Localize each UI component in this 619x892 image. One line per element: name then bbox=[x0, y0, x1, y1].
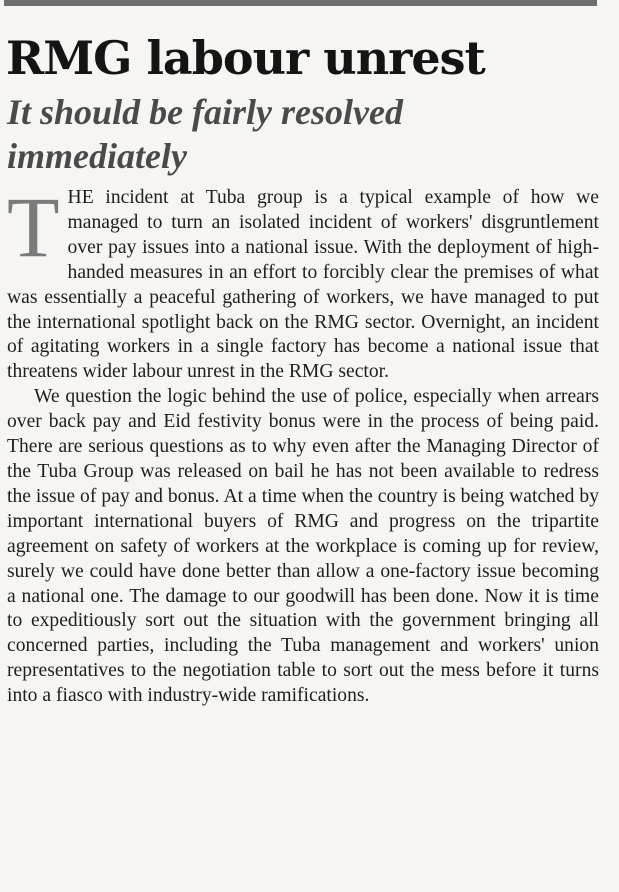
top-rule bbox=[4, 0, 597, 6]
headline: RMG labour unrest bbox=[6, 31, 485, 85]
article-body bbox=[7, 179, 599, 709]
subheadline: It should be fairly resolved immediately bbox=[7, 92, 403, 176]
drop-cap: T bbox=[7, 179, 60, 275]
paragraph-2: We question the logic behind the use of police, especially when arrears over back pay and Eid festivity bonus were in the process of being paid. There are serious questions as to why even after the Managing Director of the Tuba Group was released on bail he has not been available to redress the issue of pay and bonus. At a time when the country is being watched by important international buyers of RMG and progress on the tripartite agreement on safety of workers at the workplace is coming up for review, surely we could have done better than allow a one-factory issue becoming a national one. The damage to our goodwill has been done. Now it is time to expeditiously sort out the situation with the government bringing all concerned parties, including the Tuba management and workers' union representatives to the negotiation table to sort out the mess before it turns into a fiasco with industry-wide ramifications. bbox=[7, 386, 599, 707]
paragraph-1 bbox=[7, 179, 599, 385]
paragraph-1-text: HE incident at Tuba group is a typical example of how we managed to turn an isolated incident of workers' disgruntlement over pay issues into a national issue. With the deployment of high-handed measures in an effort to forcibly clear the premises of what was essentially a peaceful gathering of workers, we have managed to put the international spotlight back on the RMG sector. Overnight, an incident of agitating workers in a single factory has become a national issue that threatens wider labour unrest in the RMG sector. bbox=[7, 187, 599, 383]
